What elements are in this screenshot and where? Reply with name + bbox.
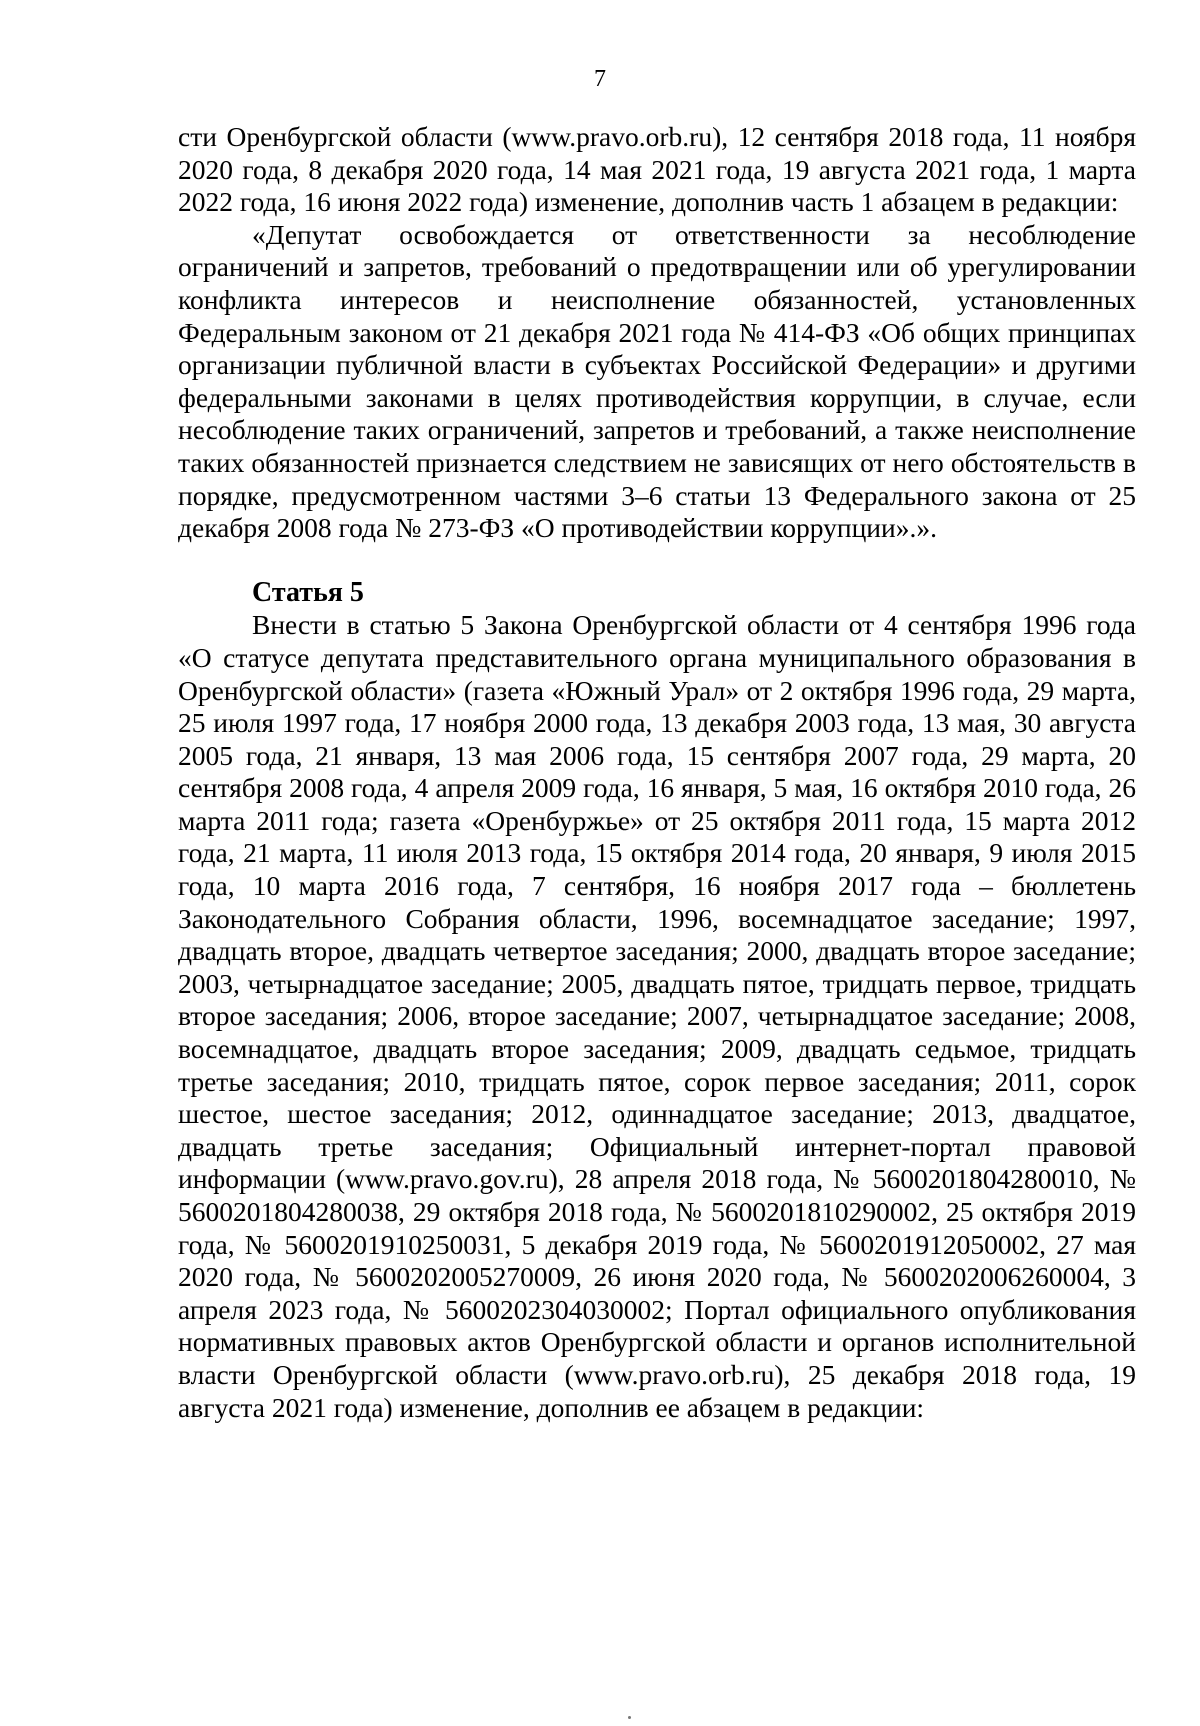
document-body xyxy=(178,121,1136,1424)
quoted-amendment-paragraph: «Депутат освобождается от ответственности за несоблюдение ограничений и запретов, требований о предотвращении или об урегулировании конфликта интересов и неисполнение обязанностей, установленных Федеральным законом от 21 декабря 2021 года № 414-ФЗ «Об общих принципах организации публичной власти в субъектах Российской Федерации» и другими федеральными законами в целях противодействия коррупции, в случае, если несоблюдение таких ограничений, запретов и требований, а также неисполнение таких обязанностей признается следствием не зависящих от него обстоятельств в порядке, предусмотренном частями 3–6 статьи 13 Федерального закона от 25 декабря 2008 года № 273-ФЗ «О противодействии коррупции».». xyxy=(178,218,1136,544)
article-heading: Статья 5 xyxy=(252,576,364,608)
scan-speck xyxy=(628,1716,631,1719)
intro-paragraph: сти Оренбургской области (www.pravo.orb.ru), 12 сентября 2018 года, 11 ноября 2020 года, 8 декабря 2020 года, 14 мая 2021 года, 19 августа 2021 года, 1 марта 2022 года, 16 июня 2022 года) изменение, дополнив часть 1 абзацем в редакции: xyxy=(178,121,1136,218)
article-paragraph: Внести в статью 5 Закона Оренбургской области от 4 сентября 1996 года «О статусе депутата представительного органа муниципального образования в Оренбургской области» (газета «Южный Урал» от 2 октября 1996 года, 29 марта, 25 июля 1997 года, 17 ноября 2000 года, 13 декабря 2003 года, 13 мая, 30 августа 2005 года, 21 января, 13 мая 2006 года, 15 сентября 2007 года, 29 марта, 20 сентября 2008 года, 4 апреля 2009 года, 16 января, 5 мая, 16 октября 2010 года, 26 марта 2011 года; газета «Оренбуржье» от 25 октября 2011 года, 15 марта 2012 года, 21 марта, 11 июля 2013 года, 15 октября 2014 года, 20 января, 9 июля 2015 года, 10 марта 2016 года, 7 сентября, 16 ноября 2017 года – бюллетень Законодательного Собрания области, 1996, восемнадцатое заседание; 1997, двадцать второе, двадцать четвертое заседания; 2000, двадцать второе заседание; 2003, четырнадцатое заседание; 2005, двадцать пятое, тридцать первое, тридцать второе заседания; 2006, второе заседание; 2007, четырнадцатое заседание; 2008, восемнадцатое, двадцать второе заседания; 2009, двадцать седьмое, тридцать третье заседания; 2010, тридцать пятое, сорок первое заседания; 2011, сорок шестое, шестое заседания; 2012, одиннадцатое заседание; 2013, двадцатое, двадцать третье заседания; Официальный интернет-портал правовой информации (www.pravo.gov.ru), 28 апреля 2018 года, № 5600201804280010, № 5600201804280038, 29 октября 2018 года, № 5600201810290002, 25 октября 2019 года, № 5600201910250031, 5 декабря 2019 года, № 5600201912050002, 27 мая 2020 года, № 5600202005270009, 26 июня 2020 года, № 5600202006260004, 3 апреля 2023 года, № 5600202304030002; Портал официального опубликования нормативных правовых актов Оренбургской области и органов исполнительной власти Оренбургской области (www.pravo.orb.ru), 25 декабря 2018 года, 19 августа 2021 года) изменение, дополнив ее абзацем в редакции: xyxy=(178,609,1136,1423)
page-number: 7 xyxy=(594,66,606,92)
